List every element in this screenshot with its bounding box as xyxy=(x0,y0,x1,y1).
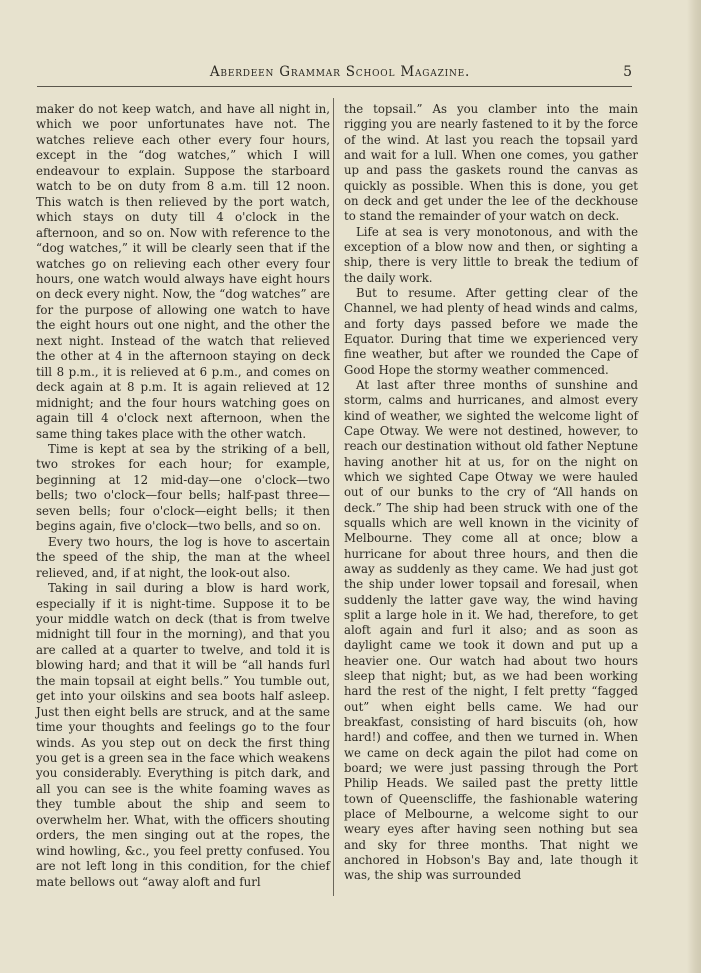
right-column xyxy=(344,102,638,884)
page-number: 5 xyxy=(623,64,632,80)
header-rule xyxy=(37,86,632,87)
paragraph: Taking in sail during a blow is hard work, especially if it is night-time. Suppose it to be your middle watch on deck (that is from twelve midnight till four in the morning), and that you are called at a quarter to twelve, and told it is blowing hard; and that it will be “all hands furl the main topsail at eight bells.” You tumble out, get into your oilskins and sea boots half asleep. Just then eight bells are struck, and at the same time your thoughts and feelings go to the four winds. As you step out on deck the first thing you get is a green sea in the face which weakens you considerably. Everything is pitch dark, and all you can see is the white foaming waves as they tumble about the ship and seem to overwhelm her. What, with the officers shouting orders, the men singing out at the ropes, the wind howling, &c., you feel pretty confused. You are not left long in this condition, for the chief mate bellows out “away aloft and furl xyxy=(36,581,330,889)
paragraph: But to resume. After getting clear of the Channel, we had plenty of head winds and calms, and forty days passed before we made the Equator. During that time we experienced very fine weather, but after we rounded the Cape of Good Hope the stormy weather commenced. xyxy=(344,285,638,377)
paragraph: Life at sea is very monotonous, and with the exception of a blow now and then, or sighting a ship, there is very little to break the tedium of the daily work. xyxy=(344,224,638,285)
page-edge xyxy=(687,0,701,973)
running-title: Aberdeen Grammar School Magazine. xyxy=(209,64,471,80)
paragraph: the topsail.” As you clamber into the main rigging you are nearly fastened to it by the force of the wind. At last you reach the topsail yard and wait for a lull. When one comes, you gather up and pass the gaskets round the canvas as quickly as possible. When this is done, you get on deck and get under the lee of the deckhouse to stand the remainder of your watch on deck. xyxy=(344,102,638,224)
paragraph: At last after three months of sunshine and storm, calms and hurricanes, and almost every kind of weather, we sighted the welcome light of Cape Otway. We were not destined, however, to reach our destination without old father Neptune having another hit at us, for on the night on which we sighted Cape Otway we were hauled out of our bunks to the cry of “All hands on deck.” The ship had been struck with one of the squalls which are well known in the vicinity of Melbourne. They come all at once; blow a hurricane for about three hours, and then die away as suddenly as they came. We had just got the ship under lower topsail and foresail, when suddenly the latter gave way, the wind having split a large hole in it. We had, therefore, to get aloft again and furl it also; and as soon as daylight came we took it down and put up a heavier one. Our watch had about two hours sleep that night; but, as we had been working hard the rest of the night, I felt pretty “fagged out” when eight bells came. We had our breakfast, consisting of hard biscuits (oh, how hard!) and coffee, and then we turned in. When we came on deck again the pilot had come on board; we were just passing through the Port Philip Heads. We sailed past the pretty little town of Queenscliffe, the fashionable watering place of Melbourne, a welcome sight to our weary eyes after having seen nothing but sea and sky for three months. That night we anchored in Hobson's Bay and, late though it was, the ship was surrounded xyxy=(344,377,638,883)
column-divider xyxy=(333,98,334,896)
paragraph: maker do not keep watch, and have all night in, which we poor unfortunates have not. The watches relieve each other every four hours, except in the “dog watches,” which I will endeavour to explain. Suppose the starboard watch to be on duty from 8 a.m. till 12 noon. This watch is then relieved by the port watch, which stays on duty till 4 o'clock in the afternoon, and so on. Now with reference to the “dog watches,” it will be clearly seen that if the watches go on relieving each other every four hours, one watch would always have eight hours on deck every night. Now, the “dog watches” are for the purpose of allowing one watch to have the eight hours out one night, and the other the next night. Instead of the watch that relieved the other at 4 in the afternoon staying on deck till 8 p.m., it is relieved at 6 p.m., and comes on deck again at 8 p.m. It is again relieved at 12 midnight; and the four hours watching goes on again till 4 o'clock next afternoon, when the same thing takes place with the other watch. xyxy=(36,102,330,441)
left-column xyxy=(36,102,330,890)
paragraph: Every two hours, the log is hove to ascertain the speed of the ship, the man at the wheel relieved, and, if at night, the look-out also. xyxy=(36,534,330,580)
paragraph: Time is kept at sea by the striking of a bell, two strokes for each hour; for example, beginning at 12 mid-day—one o'clock—two bells; two o'clock—four bells; half-past three—seven bells; four o'clock—eight bells; it then begins again, five o'clock—two bells, and so on. xyxy=(36,441,330,534)
page-header xyxy=(40,64,640,84)
